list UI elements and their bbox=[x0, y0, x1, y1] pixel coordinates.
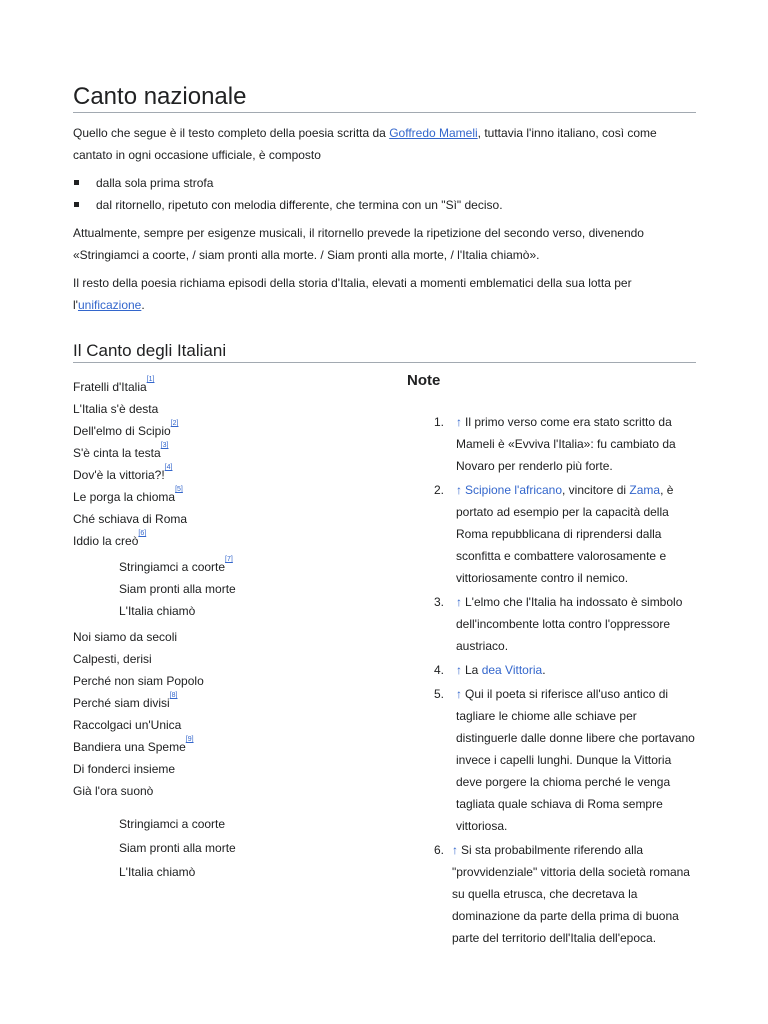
back-arrow-icon[interactable]: ↑ bbox=[456, 483, 462, 497]
intro-paragraph-2: Attualmente, sempre per esigenze musicali, il ritornello prevede la ripetizione del secondo verso, divenendo «Stringiamci a coorte, / siam pronti alla morte. / Siam pronti alla morte, / l'Italia chiamò». bbox=[73, 226, 644, 262]
intro-paragraph-1: Quello che segue è il testo completo della poesia scritta da Goffredo Mameli, tuttavia l'inno italiano, così come cantato in ogni occasione ufficiale, è composto bbox=[73, 126, 657, 162]
poem-line: Noi siamo da secoli bbox=[73, 630, 178, 644]
poem-line: S'è cinta la testa[3] bbox=[73, 442, 169, 460]
link-zama[interactable]: Zama bbox=[629, 483, 661, 497]
poem bbox=[73, 376, 393, 884]
poem-line: Le porga la chioma[5] bbox=[73, 486, 183, 504]
poem-line: Calpesti, derisi bbox=[73, 652, 152, 666]
note-item: 2. ↑ Scipione l'africano, vincitore di Zama, è portato ad esempio per la capacità della Roma repubblicana di riprendersi dalla sconfitta e combattere valorosamente e vittoriosamente contro il nemico. bbox=[433, 483, 674, 585]
intro-paragraph-3: Il resto della poesia richiama episodi della storia d'Italia, elevati a momenti emblematici della sua lotta per l'unificazione. bbox=[73, 276, 632, 312]
ref-link[interactable]: [1] bbox=[146, 376, 155, 383]
poem-line: Dov'è la vittoria?![4] bbox=[73, 464, 173, 482]
note-item: 4. ↑ La dea Vittoria. bbox=[433, 663, 546, 677]
ref-link[interactable]: [8] bbox=[169, 692, 178, 699]
link-dea-vittoria[interactable]: dea Vittoria bbox=[481, 663, 543, 677]
chorus-line: L'Italia chiamò bbox=[119, 604, 196, 618]
poem-line: Di fonderci insieme bbox=[73, 762, 176, 776]
back-arrow-icon[interactable]: ↑ bbox=[456, 415, 462, 429]
ref-link[interactable]: [7] bbox=[225, 556, 233, 563]
link-unificazione[interactable]: unificazione bbox=[77, 298, 142, 312]
intro-section bbox=[73, 122, 698, 316]
poem-line: Perché siam divisi[8] bbox=[73, 692, 178, 710]
chorus-line: Siam pronti alla morte bbox=[119, 582, 236, 596]
note-item: 1. ↑ Il primo verso come era stato scritto da Mameli è «Evviva l'Italia»: fu cambiato da Novaro per renderlo più forte. bbox=[433, 415, 676, 473]
ref-link[interactable]: [6] bbox=[138, 530, 147, 537]
note-item: 5. ↑ Qui il poeta si riferisce all'uso antico di tagliare le chiome alle schiave per distinguerle dalle donne libere che portavano invece i capelli lunghi. Dunque la Vittoria deve porgere la chioma perché le venga tagliata quale schiava di Roma sempre vittoriosa. bbox=[433, 687, 695, 833]
chorus-line: L'Italia chiamò bbox=[119, 865, 196, 879]
chorus-line: Siam pronti alla morte bbox=[119, 841, 236, 855]
back-arrow-icon[interactable]: ↑ bbox=[452, 843, 458, 857]
poem-line: Ché schiava di Roma bbox=[73, 512, 188, 526]
notes-list bbox=[428, 411, 698, 951]
ref-link[interactable]: [2] bbox=[170, 420, 179, 427]
poem-line: Iddio la creò[6] bbox=[73, 530, 147, 548]
back-arrow-icon[interactable]: ↑ bbox=[456, 595, 462, 609]
back-arrow-icon[interactable]: ↑ bbox=[456, 663, 462, 677]
back-arrow-icon[interactable]: ↑ bbox=[456, 687, 462, 701]
list-item: dal ritornello, ripetuto con melodia differente, che termina con un "Sì" deciso. bbox=[73, 194, 698, 216]
note-item: 3. ↑ L'elmo che l'Italia ha indossato è simbolo dell'incombente lotta contro l'oppressore austriaco. bbox=[433, 595, 683, 653]
poem-line: Fratelli d'Italia[1] bbox=[73, 376, 155, 394]
section-title: Il Canto degli Italiani bbox=[73, 340, 696, 363]
chorus-line: Stringiamci a coorte[7] bbox=[119, 556, 233, 574]
notes-title: Note bbox=[407, 372, 441, 389]
poem-line: Già l'ora suonò bbox=[73, 784, 154, 798]
ref-link[interactable]: [9] bbox=[185, 736, 194, 743]
chorus-line: Stringiamci a coorte bbox=[119, 817, 226, 831]
link-goffredo-mameli[interactable]: Goffredo Mameli bbox=[389, 126, 478, 140]
ref-link[interactable]: [3] bbox=[160, 442, 169, 449]
ref-link[interactable]: [5] bbox=[175, 486, 183, 493]
poem-line: Raccolgaci un'Unica bbox=[73, 718, 182, 732]
page-title: Canto nazionale bbox=[73, 82, 696, 113]
poem-line: Bandiera una Speme[9] bbox=[73, 736, 194, 754]
poem-line: L'Italia s'è desta bbox=[73, 402, 159, 416]
poem-line: Dell'elmo di Scipio[2] bbox=[73, 420, 179, 438]
list-item: dalla sola prima strofa bbox=[73, 172, 698, 194]
note-item: 6. ↑ Si sta probabilmente riferendo alla "provvidenziale" vittoria della società romana su quella etrusca, che decretava la dominazione da parte della prima di buona parte del territorio dell'Italia dell'epoca. bbox=[433, 843, 690, 945]
intro-list bbox=[73, 172, 698, 216]
ref-link[interactable]: [4] bbox=[164, 464, 173, 471]
poem-line: Perché non siam Popolo bbox=[73, 674, 204, 688]
link-scipione[interactable]: Scipione l'africano bbox=[465, 483, 563, 497]
